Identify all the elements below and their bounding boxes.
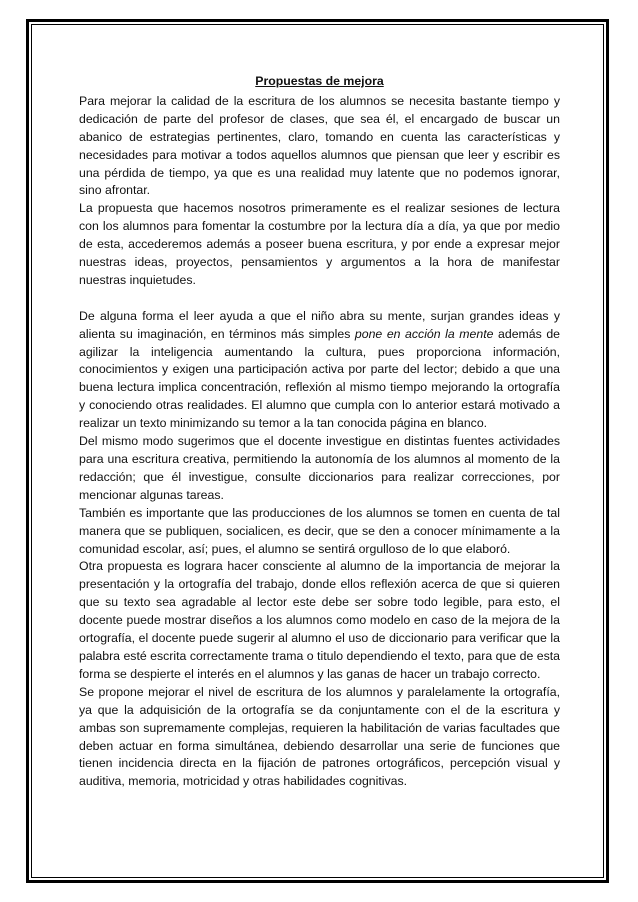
paragraph-1: Para mejorar la calidad de la escritura de los alumnos se necesita bastante tiempo y dedicación de parte del profesor de clases, que sea él, el encargado de buscar un abanico de estrategias pertinentes, claro, tomando en cuenta las características y necesidades para motivar a todos aquellos alumnos que piensan que leer y escribir es una pérdida de tiempo, ya que es una realidad muy latente que no podemos ignorar, sino afrontar.: [79, 93, 560, 198]
paragraph-3-text-start: De alguna forma el leer ayuda a que el niño abra su mente, surjan grandes ideas y alienta su imaginación, en términos más simples: [79, 308, 560, 341]
paragraph-5: También es importante que las producciones de los alumnos se tomen en cuenta de tal manera que se publiquen, socialicen, es decir, que se den a conocer mínimamente a la comunidad escolar, así; pues, el alumno se sentirá orgulloso de lo que elaboró.: [79, 505, 560, 556]
paragraph-3: [79, 308, 560, 433]
paragraph-2: La propuesta que hacemos nosotros primeramente es el realizar sesiones de lectura con los alumnos para fomentar la costumbre por la lectura día a día, ya que por medio de esta, accederemos además a poseer buena escritura, y por ende a expresar mejor nuestras ideas, proyectos, pensamientos y argumentos a la hora de manifestar nuestras inquietudes.: [79, 201, 560, 287]
paragraph-6: Otra propuesta es lograra hacer consciente al alumno de la importancia de mejorar la presentación y la ortografía del trabajo, donde ellos reflexión acerca de que si quieren que su texto sea agradable al lector este debe ser sobre todo legible, para esto, el docente puede mostrar diseños a los alumnos como modelo en caso de la mejora de la ortografía, el docente puede sugerir al alumno el uso de diccionario para verificar que la palabra esté escrita correctamente trama o titulo dependiendo el texto, para que de esta forma se despierte el interés en el alumnos y las ganas de hacer un trabajo correcto.: [79, 559, 560, 681]
paragraph-gap: [79, 290, 560, 308]
document-body: [79, 73, 560, 791]
paragraph-3-emphasis: pone en acción la mente: [354, 326, 494, 341]
paragraph-3-text-end: además de agilizar la inteligencia aumentando la cultura, pues proporciona información, conocimientos y exigen una participación activa por parte del lector; debido a que una buena lectura implica concentración, reflexión al mismo tiempo mejorando la ortografía y conociendo otras realidades. El alumno que cumpla con lo anterior estará motivado a realizar un texto minimizando su temor a la tan conocida página en blanco.: [79, 326, 561, 431]
paragraph-4: Del mismo modo sugerimos que el docente investigue en distintas fuentes actividades para una escritura creativa, permitiendo la autonomía de los alumnos al momento de la redacción; que él investigue, consulte diccionarios para realizar correcciones, por mencionar algunas tareas.: [79, 434, 560, 502]
document-title: Propuestas de mejora: [255, 74, 384, 88]
paragraph-7: Se propone mejorar el nivel de escritura de los alumnos y paralelamente la ortografía, ya que la adquisición de la ortografía se da conjuntamente con el de la escritura y ambas son supremamente complejas, requieren la habilitación de varias facultades que deben actuar en forma simultánea, debiendo desarrollar una serie de funciones que tienen incidencia directa en la fijación de patrones ortográficos, percepción visual y auditiva, memoria, motricidad y otras habilidades cognitivas.: [79, 684, 560, 789]
